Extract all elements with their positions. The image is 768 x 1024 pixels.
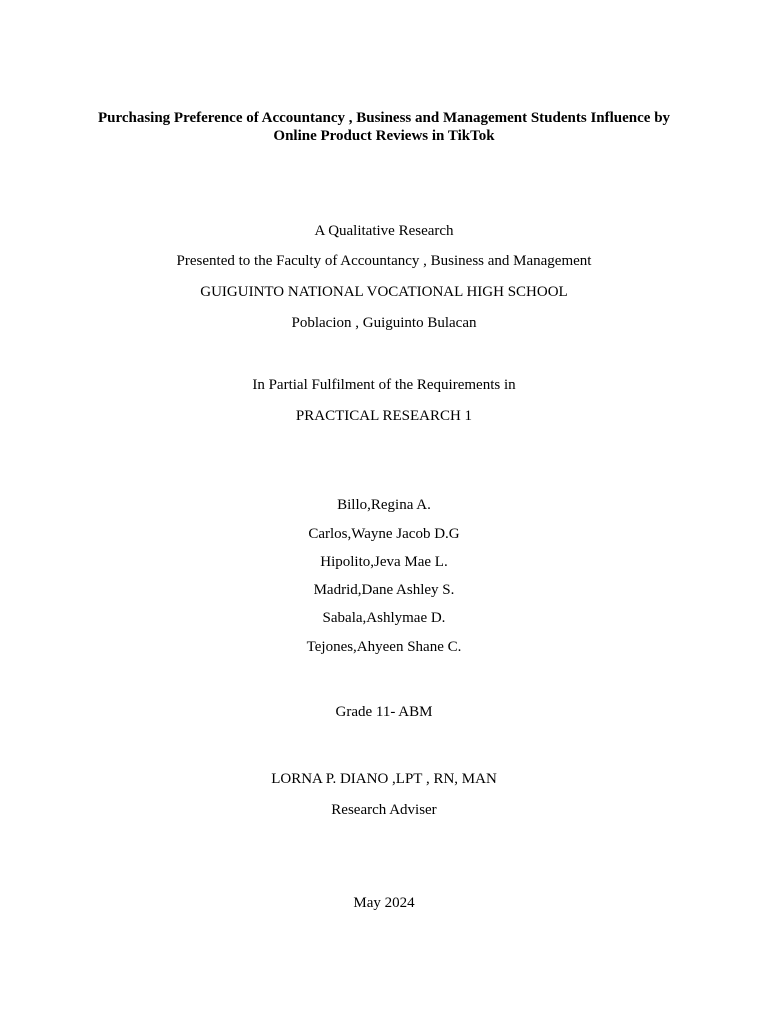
author-name: Sabala,Ashlymae D. xyxy=(322,610,446,626)
author-name: Madrid,Dane Ashley S. xyxy=(313,582,455,598)
adviser-name: LORNA P. DIANO ,LPT , RN, MAN xyxy=(271,771,497,787)
school-name: GUIGUINTO NATIONAL VOCATIONAL HIGH SCHOOL xyxy=(200,284,568,300)
school-location: Poblacion , Guiguinto Bulacan xyxy=(291,315,477,331)
author-name: Tejones,Ahyeen Shane C. xyxy=(306,639,462,655)
research-title-line-1: Purchasing Preference of Accountancy , Business and Management Students Influence by xyxy=(97,110,671,126)
author-name: Hipolito,Jeva Mae L. xyxy=(320,554,448,570)
research-title-line-2: Online Product Reviews in TikTok xyxy=(273,128,495,144)
adviser-role: Research Adviser xyxy=(331,802,437,818)
grade-section: Grade 11- ABM xyxy=(335,704,433,720)
author-name: Billo,Regina A. xyxy=(337,497,431,513)
presented-to: Presented to the Faculty of Accountancy , Business and Management xyxy=(176,253,592,269)
course-name: PRACTICAL RESEARCH 1 xyxy=(295,408,473,424)
author-name: Carlos,Wayne Jacob D.G xyxy=(308,526,460,542)
submission-date: May 2024 xyxy=(353,895,415,911)
research-type: A Qualitative Research xyxy=(314,223,454,239)
fulfilment-statement: In Partial Fulfilment of the Requirements in xyxy=(252,377,516,393)
